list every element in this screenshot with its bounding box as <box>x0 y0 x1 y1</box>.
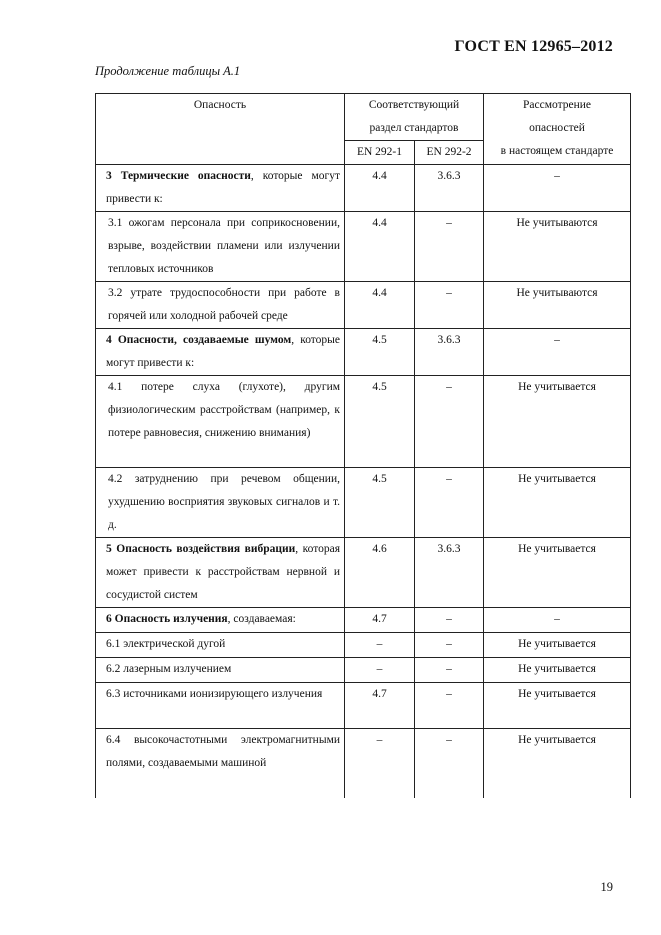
consideration-cell: Не учитывается <box>484 538 631 608</box>
hazard-group-title: 5 Опасность воздействия вибрации <box>106 543 296 555</box>
table-caption: Продолжение таблицы А.1 <box>95 64 241 78</box>
column-header-consideration <box>484 94 631 165</box>
table-row <box>96 165 631 212</box>
hazard-cell <box>96 683 345 729</box>
table-row <box>96 329 631 376</box>
hazard-cell <box>96 282 345 329</box>
hazard-text: 6.1 электрической дугой <box>106 638 226 650</box>
en-292-2-cell: – <box>415 212 484 282</box>
column-header-en-292-1: EN 292-1 <box>345 141 415 165</box>
hazard-cell <box>96 538 345 608</box>
consideration-header-line1: Рассмотрение <box>523 99 592 111</box>
en-292-1-cell: – <box>345 633 415 658</box>
hazard-text: , которые могут привести к: <box>106 334 340 369</box>
standards-header-line2: раздел стандартов <box>369 122 459 134</box>
hazard-text: , которая может привести к расстройствам нервной и сосудистой систем <box>106 543 341 601</box>
en-292-2-cell: – <box>415 658 484 683</box>
hazard-cell <box>96 212 345 282</box>
hazard-cell <box>96 729 345 798</box>
column-header-en-292-2: EN 292-2 <box>415 141 484 165</box>
consideration-header-line2: опасностей <box>529 122 585 134</box>
en-292-2-cell: – <box>415 608 484 633</box>
hazard-cell <box>96 658 345 683</box>
consideration-cell: – <box>484 329 631 376</box>
en-292-1-cell: 4.4 <box>345 165 415 212</box>
en-292-2-cell: – <box>415 729 484 798</box>
consideration-cell: Не учитывается <box>484 468 631 538</box>
hazard-text: 4.1 потере слуха (глухоте), другим физиологическим расстройствам (например, к потере равновесия, снижению внимания) <box>108 381 340 439</box>
hazards-table <box>95 93 631 798</box>
en-292-2-cell: – <box>415 633 484 658</box>
en-292-1-cell: – <box>345 729 415 798</box>
consideration-cell: Не учитывается <box>484 683 631 729</box>
en-292-1-cell: – <box>345 658 415 683</box>
en-292-1-cell: 4.5 <box>345 376 415 468</box>
en-292-2-cell: 3.6.3 <box>415 538 484 608</box>
consideration-cell: Не учитывается <box>484 376 631 468</box>
en-292-2-cell: – <box>415 282 484 329</box>
en-292-1-cell: 4.7 <box>345 683 415 729</box>
en-292-2-cell: 3.6.3 <box>415 165 484 212</box>
hazard-group-title: 3 Термические опасности <box>106 170 251 182</box>
table-row <box>96 468 631 538</box>
hazard-group-title: 4 Опасности, создаваемые шумом <box>106 334 292 346</box>
hazard-cell <box>96 633 345 658</box>
en-292-1-cell: 4.4 <box>345 212 415 282</box>
consideration-cell: Не учитываются <box>484 282 631 329</box>
hazard-text: , которые могут привести к: <box>106 170 340 205</box>
en-292-2-cell: – <box>415 683 484 729</box>
consideration-cell: – <box>484 608 631 633</box>
column-header-standards <box>345 94 484 141</box>
table-row <box>96 683 631 729</box>
consideration-header-line3: в настоящем стандарте <box>500 145 614 157</box>
en-292-2-cell: – <box>415 468 484 538</box>
hazard-cell <box>96 376 345 468</box>
hazard-text: 4.2 затруднению при речевом общении, ухудшению восприятия звуковых сигналов и т. д. <box>108 473 340 531</box>
en-292-2-cell: 3.6.3 <box>415 329 484 376</box>
hazard-text: 6.3 источниками ионизирующего излучения <box>106 688 323 700</box>
standards-header-line1: Соответствующий <box>368 99 460 111</box>
en-292-1-cell: 4.7 <box>345 608 415 633</box>
hazard-cell <box>96 329 345 376</box>
hazard-cell <box>96 468 345 538</box>
table-row <box>96 658 631 683</box>
table-row <box>96 538 631 608</box>
hazard-cell <box>96 165 345 212</box>
en-292-1-cell: 4.5 <box>345 329 415 376</box>
en-292-2-cell: – <box>415 376 484 468</box>
en-292-1-cell: 4.6 <box>345 538 415 608</box>
en-292-1-cell: 4.4 <box>345 282 415 329</box>
hazard-text: 3.1 ожогам персонала при соприкосновении, взрыве, воздействии пламени или излучении тепловых источников <box>108 217 340 275</box>
hazard-text: 6.2 лазерным излучением <box>106 663 232 675</box>
consideration-cell: Не учитывается <box>484 633 631 658</box>
table-row <box>96 212 631 282</box>
page-number: 19 <box>600 880 613 894</box>
consideration-cell: Не учитываются <box>484 212 631 282</box>
table-row <box>96 729 631 798</box>
hazard-text: , создаваемая: <box>227 613 296 625</box>
consideration-cell: – <box>484 165 631 212</box>
column-header-hazard: Опасность <box>96 94 345 165</box>
consideration-cell: Не учитывается <box>484 729 631 798</box>
hazard-group-title: 6 Опасность излучения <box>106 613 228 625</box>
en-292-1-cell: 4.5 <box>345 468 415 538</box>
document-id: ГОСТ EN 12965–2012 <box>454 38 613 55</box>
hazard-text: 6.4 высокочастотными электромагнитными полями, создаваемыми машиной <box>106 734 340 769</box>
table-row <box>96 282 631 329</box>
hazard-cell <box>96 608 345 633</box>
table-row <box>96 608 631 633</box>
table-row <box>96 633 631 658</box>
hazard-text: 3.2 утрате трудоспособности при работе в горячей или холодной рабочей среде <box>108 287 340 322</box>
table-row <box>96 376 631 468</box>
consideration-cell: Не учитывается <box>484 658 631 683</box>
